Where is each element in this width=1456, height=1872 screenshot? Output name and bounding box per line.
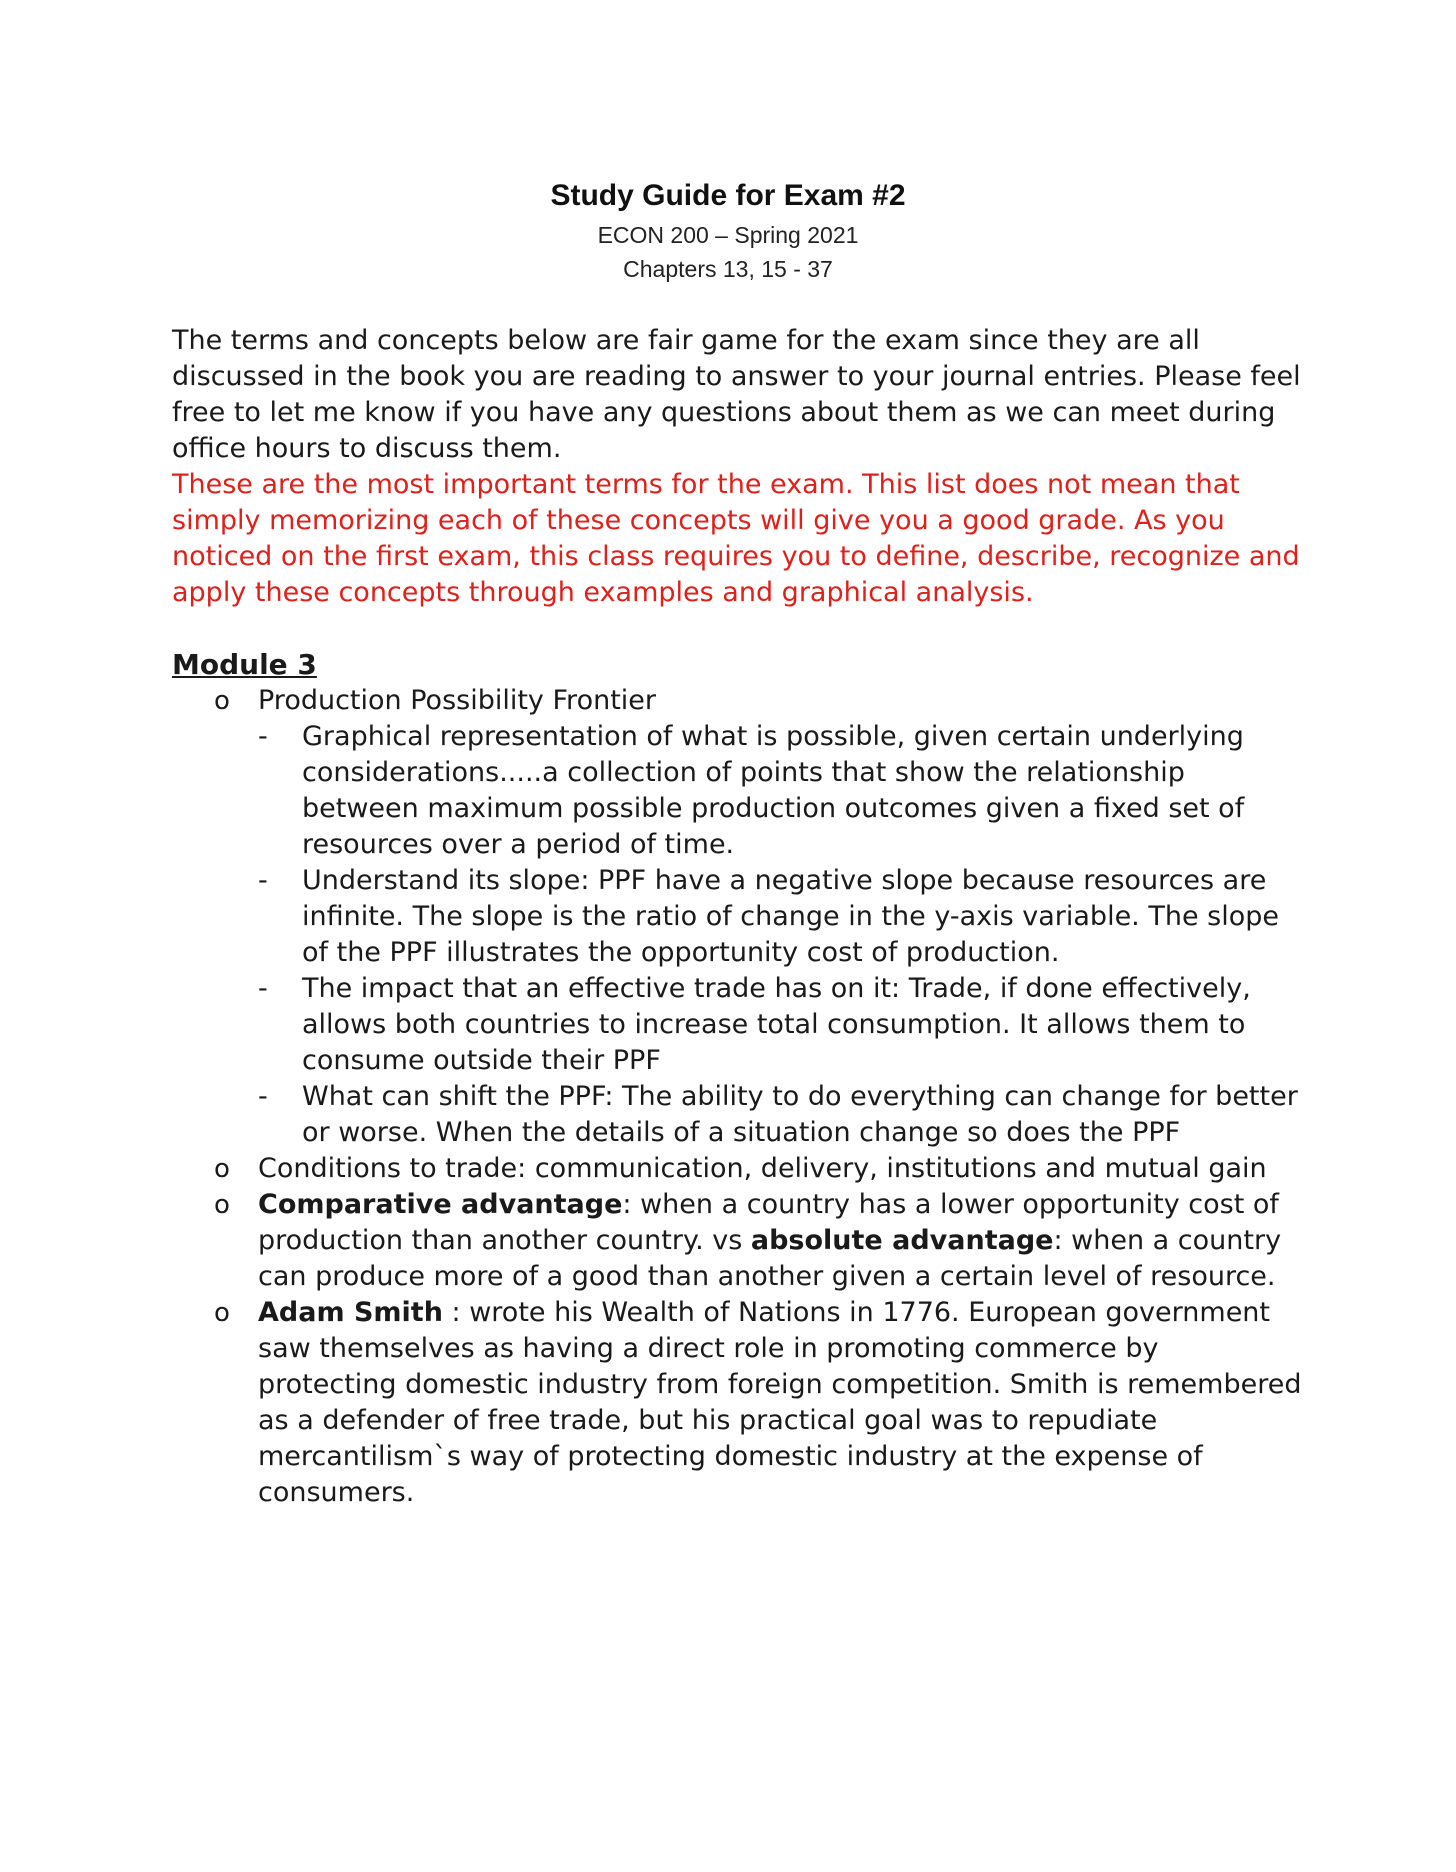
ppf-point bbox=[258, 863, 1302, 971]
list-item-conditions bbox=[172, 1151, 1302, 1187]
dash-marker: - bbox=[258, 973, 268, 1004]
bullet-marker: o bbox=[214, 1190, 230, 1220]
document-body bbox=[172, 323, 1302, 1511]
adam-smith-term: Adam Smith bbox=[258, 1297, 443, 1328]
dash-marker: - bbox=[258, 721, 268, 752]
comparative-advantage-term: Comparative advantage bbox=[258, 1189, 623, 1220]
bullet-marker: o bbox=[214, 1298, 230, 1328]
conditions-text: Conditions to trade: communication, delivery, institutions and mutual gain bbox=[258, 1153, 1267, 1184]
document-header bbox=[0, 174, 1456, 286]
chapters-line: Chapters 13, 15 - 37 bbox=[623, 256, 833, 282]
comparative-advantage-definition: : when a country has a lower opportunity cost of production than another country. vs bbox=[258, 1189, 1279, 1256]
absolute-advantage-term: absolute advantage bbox=[750, 1225, 1054, 1256]
list-item-ppf bbox=[172, 683, 1302, 1151]
page-title: Study Guide for Exam #2 bbox=[550, 179, 906, 212]
course-line: ECON 200 – Spring 2021 bbox=[597, 222, 859, 248]
ppf-sublist bbox=[258, 719, 1302, 1151]
list-item-comparative-advantage bbox=[172, 1187, 1302, 1295]
dash-marker: - bbox=[258, 865, 268, 896]
bullet-marker: o bbox=[214, 1154, 230, 1184]
module-item-list bbox=[172, 683, 1302, 1511]
ppf-point-text: What can shift the PPF: The ability to do everything can change for better or worse. When the details of a situation change so does the PPF bbox=[302, 1081, 1298, 1148]
adam-smith-definition: : wrote his Wealth of Nations in 1776. European government saw themselves as having a direct role in promoting commerce by protecting domestic industry from foreign competition. Smith is remembered as a defender of free trade, but his practical goal was to repudiate mercantilism`s way of protecting domestic industry at the expense of consumers. bbox=[258, 1297, 1302, 1508]
ppf-point bbox=[258, 971, 1302, 1079]
intro-highlight: These are the most important terms for the exam. This list does not mean that simply memorizing each of these concepts will give you a good grade. As you noticed on the first exam, this class requires you to define, describe, recognize and apply these concepts through examples and graphical analysis. bbox=[172, 469, 1300, 608]
intro-paragraph: The terms and concepts below are fair game for the exam since they are all discussed in the book you are reading to answer to your journal entries. Please feel free to let me know if you have any questions about them as we can meet during office hours to discuss them. bbox=[172, 325, 1301, 464]
ppf-point bbox=[258, 1079, 1302, 1151]
module-heading: Module 3 bbox=[172, 648, 317, 681]
bullet-marker: o bbox=[214, 686, 230, 716]
ppf-label: Production Possibility Frontier bbox=[258, 685, 656, 716]
ppf-point-text: Graphical representation of what is possible, given certain underlying considerations.....a collection of points that show the relationship between maximum possible production outcomes given a fixed set of resources over a period of time. bbox=[302, 721, 1245, 860]
ppf-point bbox=[258, 719, 1302, 863]
dash-marker: - bbox=[258, 1081, 268, 1112]
absolute-advantage-definition: : when a country can produce more of a good than another given a certain level of resource. bbox=[258, 1225, 1282, 1292]
list-item-adam-smith bbox=[172, 1295, 1302, 1511]
ppf-point-text: The impact that an effective trade has on it: Trade, if done effectively, allows both countries to increase total consumption. It allows them to consume outside their PPF bbox=[302, 973, 1251, 1076]
ppf-point-text: Understand its slope: PPF have a negative slope because resources are infinite. The slope is the ratio of change in the y-axis variable. The slope of the PPF illustrates the opportunity cost of production. bbox=[302, 865, 1279, 968]
